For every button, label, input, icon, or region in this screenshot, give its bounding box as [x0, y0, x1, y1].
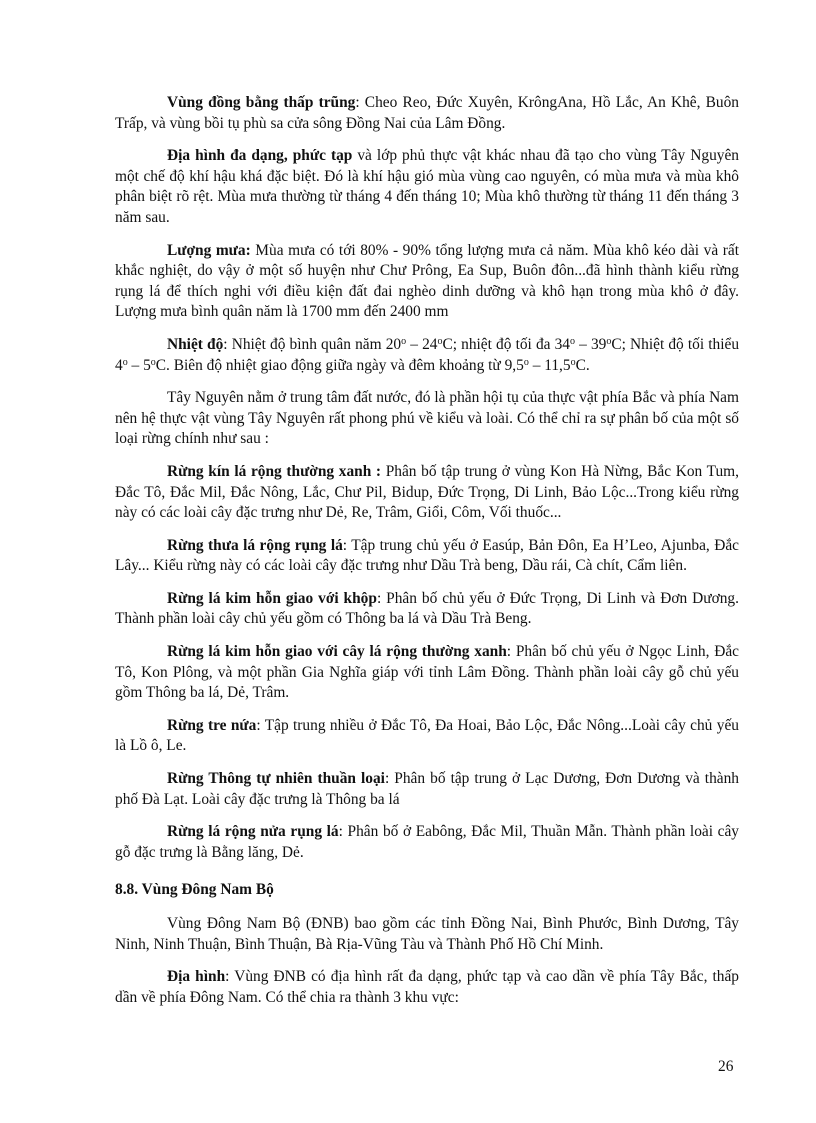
section-heading: 8.8. Vùng Đông Nam Bộ	[115, 881, 274, 899]
paragraph-text: : Phân bố ở Eabông, Đắc Mil, Thuần Mẫn. Thành phần loài cây gỗ đặc trưng là Bằng lăng, Dẻ.	[115, 823, 739, 861]
temp-text: – 5	[127, 356, 151, 374]
paragraph-text: : Phân bố chủ yếu ở Đức Trọng, Di Linh và Đơn Dương. Thành phần loài cây chủ yếu gồm có Thông ba lá và Dầu Trà Beng.	[115, 589, 739, 628]
temp-text: – 24	[406, 335, 438, 353]
term: Rừng lá kim hỗn giao với cây lá rộng thường xanh	[167, 643, 507, 661]
paragraph-text: Vùng Đông Nam Bộ (ĐNB) bao gồm các tỉnh Đồng Nai, Bình Phước, Bình Dương, Tây Ninh, Ninh Thuận, Bình Thuận, Bà Rịa-Vũng Tàu và Thành Phố Hồ Chí Minh.	[115, 915, 739, 953]
temp-text: : Nhiệt độ bình quân năm 20	[223, 335, 402, 353]
temp-text: C.	[575, 356, 590, 374]
temp-text: C. Biên độ nhiệt giao động giữa ngày và đêm khoảng từ 9,5	[155, 356, 524, 374]
paragraph-evergreen-forest	[115, 462, 739, 524]
paragraph-text: : Tập trung chủ yếu ở Easúp, Bản Đôn, Ea H’Leo, Ajunba, Đắc Lây... Kiểu rừng này có các loài cây đặc trưng như Dầu Trà beng, Dầu rái, Cà chít, Cẩm liên.	[115, 536, 739, 575]
paragraph-pine	[115, 769, 739, 810]
paragraph-temperature	[115, 335, 739, 376]
paragraph-text: Mùa mưa có tới 80% - 90% tổng lượng mưa cả năm. Mùa khô kéo dài và rất khắc nghiệt, do vậy ở một số huyện như Chư Prông, Ea Sup, Buôn đôn...đã hình thành kiểu rừng rụng lá để thích nghi với điều kiện đất đai nghèo dinh dưỡng và khô hạn trong mùa khô ở đây. Lượng mưa bình quân năm là 1700 mm đến 2400 mm	[115, 241, 739, 321]
term: Rừng thưa lá rộng rụng lá	[167, 536, 343, 554]
temp-text: C; nhiệt độ tối đa 34	[442, 335, 570, 353]
paragraph-semi-deciduous	[115, 822, 739, 863]
paragraph-bamboo	[115, 716, 739, 757]
paragraph-text: Tây Nguyên nằm ở trung tâm đất nước, đó là phần hội tụ của thực vật phía Bắc và phía Nam nên hệ thực vật vùng Tây Nguyên rất phong phú về kiểu và loài. Có thể chỉ ra sự phân bố của một số loại rừng chính như sau :	[115, 389, 739, 448]
term: Rừng lá kim hỗn giao với khộp	[167, 589, 377, 607]
degree-sup: o	[437, 335, 443, 347]
temp-text: – 11,5	[528, 356, 571, 374]
paragraph-conifer-khop	[115, 589, 739, 630]
term: Rừng kín lá rộng thường xanh :	[167, 462, 382, 480]
paragraph-rainfall	[115, 241, 739, 323]
term: Địa hình đa dạng, phức tạp	[167, 147, 353, 165]
paragraph-text: : Phân bố tập trung ở Lạc Dương, Đơn Dương và thành phố Đà Lạt. Loài cây đặc trưng là Thông ba lá	[115, 770, 739, 808]
paragraph-terrain	[115, 146, 739, 228]
paragraph-text: : Vùng ĐNB có địa hình rất đa dạng, phức tạp và cao dần về phía Tây Bắc, thấp dần về phía Đông Nam. Có thể chia ra thành 3 khu vực:	[115, 968, 740, 1006]
paragraph-deciduous-forest	[115, 536, 739, 577]
term: Vùng đồng bằng thấp trũng	[167, 94, 356, 111]
term: Rừng lá rộng nửa rụng lá	[167, 823, 339, 841]
paragraph-conifer-broadleaf	[115, 642, 739, 704]
degree-sup: o	[570, 356, 576, 368]
degree-sup: o	[523, 356, 529, 368]
degree-sup: o	[122, 356, 128, 368]
paragraph-text: : Phân bố chủ yếu ở Ngọc Linh, Đắc Tô, Kon Plông, và một phần Gia Nghĩa giáp với tỉnh Lâm Đồng. Thành phần loài cây gỗ chủ yếu gồm Thông ba lá, Dẻ, Trâm.	[115, 643, 739, 702]
paragraph-southeast-terrain	[115, 967, 739, 1008]
paragraph-text: và lớp phủ thực vật khác nhau đã tạo cho vùng Tây Nguyên một chế độ khí hậu khá đặc biệt. Đó là khí hậu gió mùa vùng cao nguyên, có mùa mưa và mùa khô phân biệt rõ rệt. Mùa mưa thường từ tháng 4 đến tháng 10; Mùa khô thường từ tháng 11 đến tháng 3 năm sau.	[115, 147, 739, 226]
temp-text: – 39	[575, 335, 607, 353]
page-number: 26	[718, 1058, 734, 1075]
paragraph-southeast-intro	[115, 914, 739, 955]
paragraph-lowland	[115, 93, 739, 134]
degree-sup: o	[606, 335, 612, 347]
paragraph-text: Phân bố tập trung ở vùng Kon Hà Nừng, Bắc Kon Tum, Đắc Tô, Đắc Mil, Đắc Nông, Lắc, Chư Pil, Bidup, Đức Trọng, Di Linh, Bảo Lộc...Trong kiểu rừng này có các loài cây đặc trưng như Dẻ, Re, Trâm, Giổi, Côm, Vối thuốc...	[115, 462, 740, 522]
paragraph-text: : Tập trung nhiều ở Đắc Tô, Đa Hoai, Bảo Lộc, Đắc Nông...Loài cây chủ yếu là Lồ ô, Le.	[115, 716, 739, 755]
term: Rừng Thông tự nhiên thuần loại	[167, 770, 385, 788]
temp-text: C; Nhiệt độ tối thiểu 4	[115, 335, 740, 374]
document-page	[115, 0, 739, 1008]
paragraph-vegetation-intro	[115, 388, 739, 450]
term: Địa hình	[167, 968, 226, 986]
term: Rừng tre nứa	[167, 716, 257, 734]
degree-sup: o	[570, 335, 575, 347]
term: Nhiệt độ	[167, 335, 224, 353]
degree-sup: o	[401, 335, 407, 347]
term: Lượng mưa:	[167, 241, 251, 259]
degree-sup: o	[150, 356, 156, 368]
paragraph-text: : Cheo Reo, Đức Xuyên, KrôngAna, Hồ Lắc, An Khê, Buôn Trấp, và vùng bồi tụ phù sa cửa sông Đồng Nai của Lâm Đồng.	[115, 94, 739, 132]
